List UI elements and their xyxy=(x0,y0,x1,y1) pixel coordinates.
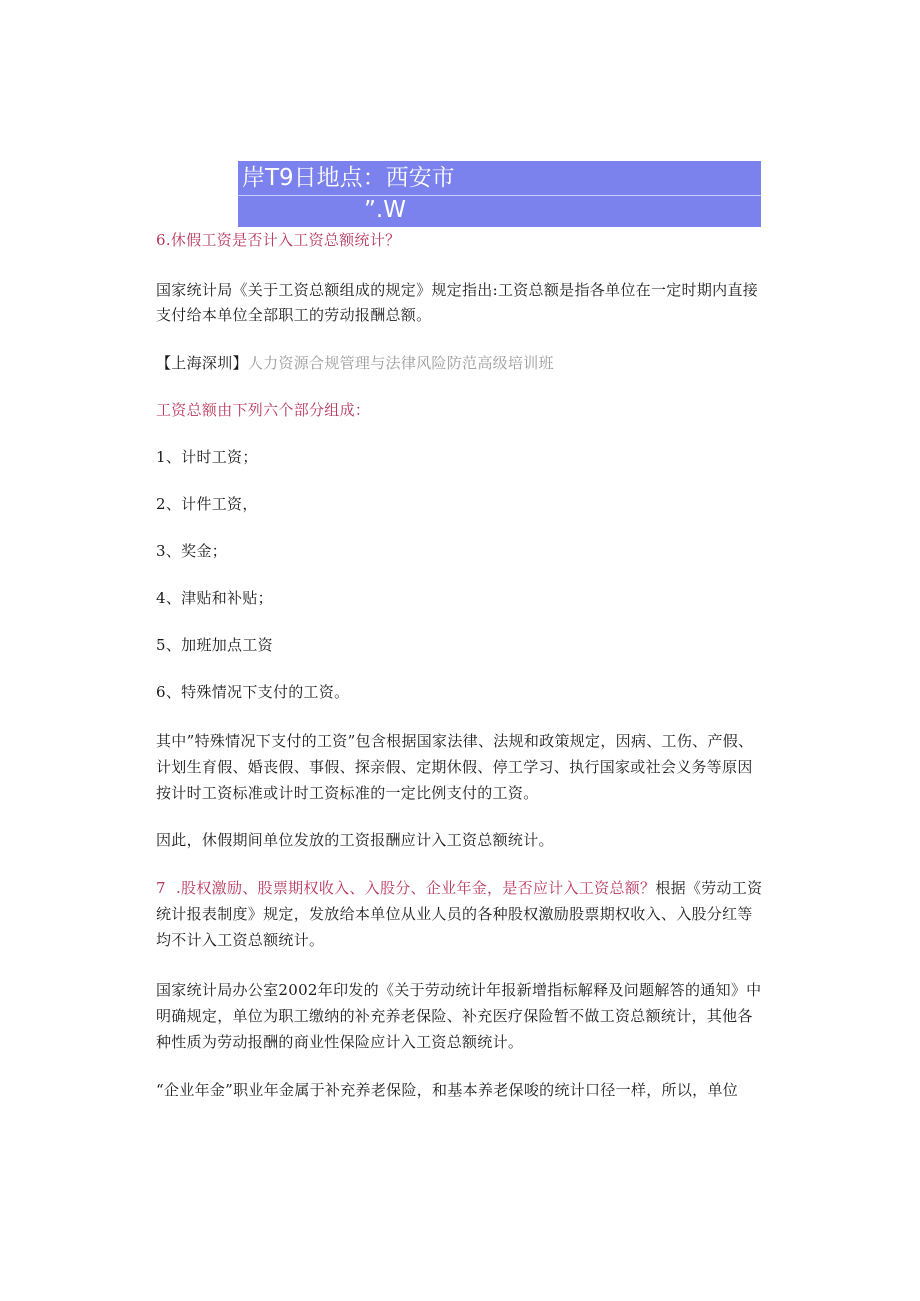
list-item: 1、计时工资； xyxy=(156,448,258,466)
document-body xyxy=(156,228,766,1102)
special-wages-explanation: 其中”特殊情况下支付的工资”包含根据国家法律、法规和政策规定，因病、工伤、产假、计划生育假、婚丧假、事假、探亲假、定期休假、停工学习、执行国家或社会义务等原因按计时工资标准或计时工资标准的一定比例支付的工资。 xyxy=(156,732,754,802)
question-7-title: 7 .股权激励、股票期权收入、入股分、企业年金，是否应计入工资总额？ xyxy=(156,879,656,897)
composition-intro: 工资总额由下列六个部分组成： xyxy=(156,401,371,419)
training-ad xyxy=(156,352,766,375)
question-6-conclusion: 因此，休假期间单位发放的工资报酬应计入工资总额统计。 xyxy=(156,831,554,849)
question-6-rule: 国家统计局《关于工资总额组成的规定》规定指出:工资总额是指各单位在一定时期内直接支付给本单位全部职工的劳动报酬总额。 xyxy=(156,281,759,324)
training-ad-region: 【上海深圳】 xyxy=(156,354,248,372)
question-7-body: 根据《劳动工资统计报表制度》规定，发放给本单位从业人员的各种股权激励股票期权收入、入股分红等均不计入工资总额统计。 xyxy=(156,879,763,949)
header-banner xyxy=(238,161,761,227)
banner-title: 岸T9日地点：西安市 xyxy=(242,165,455,191)
list-item: 3、奖金； xyxy=(156,542,228,560)
banner-divider xyxy=(238,195,761,196)
question-7 xyxy=(156,875,766,953)
enterprise-annuity: “企业年金”职业年金属于补充养老保险，和基本养老保唆的统计口径一样，所以，单位 xyxy=(156,1081,739,1099)
question-6-title: 6.休假工资是否计入工资总额统计？ xyxy=(156,231,401,249)
list-item: 4、津贴和补贴； xyxy=(156,589,273,607)
statistics-notice: 国家统计局办公室2002年印发的《关于劳动统计年报新增指标解释及问题解答的通知》中明确规定，单位为职工缴纳的补充养老保险、补充医疗保险暂不做工资总额统计，其他各种性质为劳动报酬的商业性保险应计入工资总额统计。 xyxy=(156,981,762,1051)
list-item: 2、计件工资， xyxy=(156,495,258,513)
list-item: 5、加班加点工资 xyxy=(156,636,273,654)
list-item: 6、特殊情况下支付的工资。 xyxy=(156,683,350,701)
training-ad-text: 人力资源合规管理与法律风险防范高级培训班 xyxy=(247,354,554,372)
banner-subtitle: ”.W xyxy=(364,197,406,223)
